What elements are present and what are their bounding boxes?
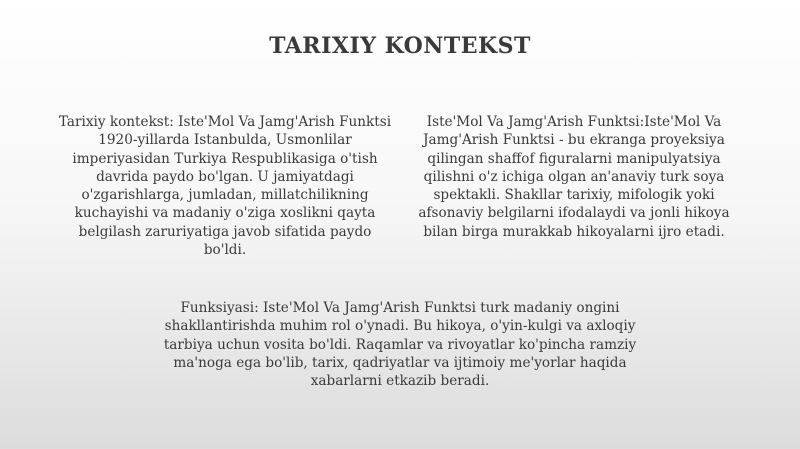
slide-title: TARIXIY KONTEKST bbox=[269, 33, 531, 59]
function-description-paragraph: Iste'Mol Va Jamg'Arish Funktsi:Iste'Mol Va Jamg'Arish Funktsi - bu ekranga proyeksiya qilingan shaffof figuralarni manipulyatsiya qilishni o'z ichiga olgan an'anaviy turk soya spektakli. Shakllar tarixiy, mifologik yoki afsonaviy belgilarni ifodalaydi va jonli hikoya bilan birga murakkab hikoyalarni ijro etadi. bbox=[418, 114, 730, 240]
function-role-paragraph: Funksiyasi: Iste'Mol Va Jamg'Arish Funktsi turk madaniy ongini shakllantirishda muhim rol o'ynadi. Bu hikoya, o'yin-kulgi va axloqiy tarbiya uchun vosita bo'ldi. Raqamlar va rivoyatlar ko'pincha ramziy ma'noga ega bo'lib, tarix, qadriyatlar va ijtimoiy me'yorlar haqida xabarlarni etkazib beradi. bbox=[163, 300, 637, 390]
historical-context-paragraph: Tarixiy kontekst: Iste'Mol Va Jamg'Arish Funktsi 1920-yillarda Istanbulda, Usmonlilar imperiyasidan Turkiya Respublikasiga o'tish davrida paydo bo'lgan. U jamiyatdagi o'zgarishlarga, jumladan, millatchilikning kuchayishi va madaniy o'ziga xoslikni qayta belgilash zaruriyatiga javob sifatida paydo bo'ldi. bbox=[58, 114, 392, 259]
